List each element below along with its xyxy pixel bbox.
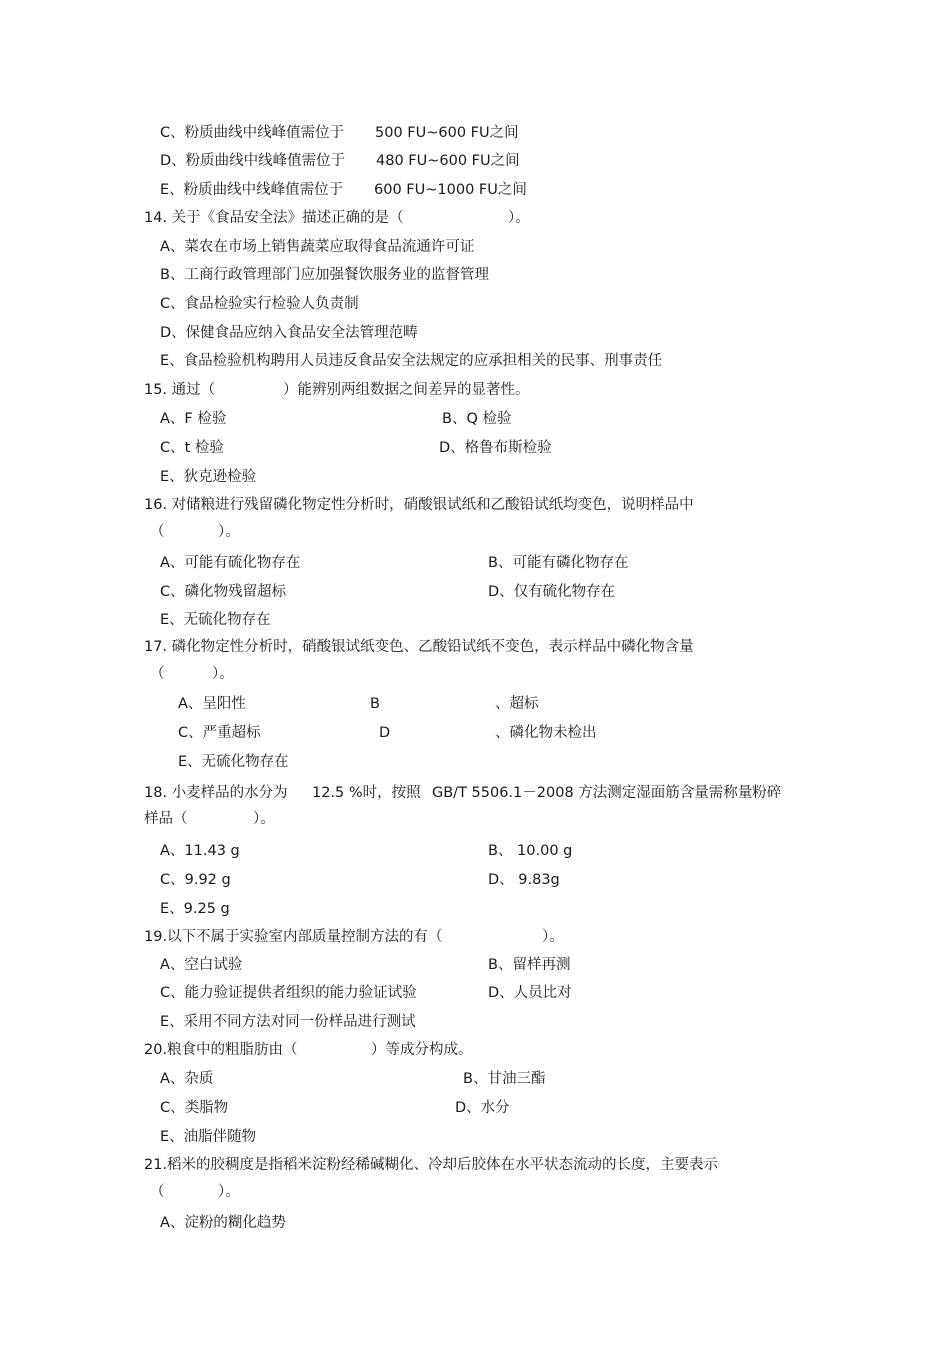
q21-stem-open-paren: （ — [150, 1184, 165, 1200]
q16-stem-open-paren: （ — [150, 524, 165, 540]
q19-option-a: A、空白试验 — [160, 957, 243, 973]
q18-option-e: E、9.25 g — [160, 901, 230, 917]
q14-stem-suffix: ）。 — [508, 210, 530, 226]
q18-stem-line2-close: ）。 — [253, 811, 275, 827]
q13-option-d-label: D、粉质曲线中线峰值需位于 — [160, 153, 346, 169]
q16-option-d: D、仅有硫化物存在 — [488, 584, 616, 600]
q17-option-d-letter: D — [379, 725, 391, 741]
q21-option-a: A、淀粉的糊化趋势 — [160, 1215, 286, 1231]
q13-option-e-label: E、粉质曲线中线峰值需位于 — [160, 182, 344, 198]
q21-stem-line1: 21.稻米的胶稠度是指稻米淀粉经稀碱糊化、冷却后胶体在水平状态流动的长度，主要表示 — [144, 1157, 719, 1173]
q18-option-a: A、11.43 g — [160, 843, 240, 859]
q16-option-e: E、无硫化物存在 — [160, 612, 271, 628]
q14-stem-prefix: 14. 关于《食品安全法》描述正确的是（ — [144, 210, 404, 226]
q20-stem-prefix: 20.粮食中的粗脂肪由（ — [144, 1042, 298, 1058]
q15-option-d: D、格鲁布斯检验 — [439, 440, 552, 456]
q19-option-c: C、能力验证提供者组织的能力验证试验 — [160, 985, 417, 1001]
q19-stem-suffix: ）。 — [542, 929, 564, 945]
q14-option-b: B、工商行政管理部门应加强餐饮服务业的监督管理 — [160, 267, 489, 283]
q18-stem-part1: 18. 小麦样品的水分为 — [144, 785, 288, 801]
q16-option-c: C、磷化物残留超标 — [160, 584, 287, 600]
q15-option-b: B、Q 检验 — [442, 411, 512, 427]
q18-option-d: D、 9.83g — [488, 872, 560, 888]
q13-option-c-label: C、粉质曲线中线峰值需位于 — [160, 125, 345, 141]
q15-option-e: E、狄克逊检验 — [160, 469, 257, 485]
q18-option-b: B、 10.00 g — [488, 843, 573, 859]
q20-stem-suffix: ）等成分构成。 — [371, 1042, 473, 1058]
q20-option-e: E、油脂伴随物 — [160, 1129, 257, 1145]
q15-stem-prefix: 15. 通过（ — [144, 382, 216, 398]
q13-option-d-value: 480 FU~600 FU之间 — [376, 153, 520, 169]
q17-option-c: C、严重超标 — [178, 725, 261, 741]
q14-option-d: D、保健食品应纳入食品安全法管理范畴 — [160, 325, 418, 341]
q13-option-e-value: 600 FU~1000 FU之间 — [374, 182, 527, 198]
q16-option-b: B、可能有磷化物存在 — [488, 555, 629, 571]
q17-option-b-text: 、超标 — [495, 696, 539, 712]
q20-option-d: D、水分 — [455, 1100, 510, 1116]
q15-option-c: C、t 检验 — [160, 440, 224, 456]
q16-stem-line1: 16. 对储粮进行残留磷化物定性分析时，硝酸银试纸和乙酸铅试纸均变色，说明样品中 — [144, 497, 694, 513]
q19-stem-prefix: 19.以下不属于实验室内部质量控制方法的有（ — [144, 929, 443, 945]
q21-stem-close-paren: ）。 — [218, 1184, 240, 1200]
q17-option-b-letter: B — [370, 696, 380, 712]
q15-stem-suffix: ）能辨别两组数据之间差异的显著性。 — [283, 382, 530, 398]
q18-stem-line2-open: 样品（ — [144, 811, 188, 827]
q17-stem-open-paren: （ — [150, 666, 165, 682]
q14-option-c: C、食品检验实行检验人负责制 — [160, 296, 359, 312]
q17-stem-close-paren: ）。 — [212, 666, 234, 682]
q20-option-c: C、类脂物 — [160, 1100, 229, 1116]
q20-option-a: A、杂质 — [160, 1071, 214, 1087]
q17-stem-line1: 17. 磷化物定性分析时，硝酸银试纸变色、乙酸铅试纸不变色，表示样品中磷化物含量 — [144, 639, 694, 655]
q18-option-c: C、9.92 g — [160, 872, 231, 888]
q19-option-d: D、人员比对 — [488, 985, 572, 1001]
q17-option-a: A、呈阳性 — [178, 696, 246, 712]
q14-option-a: A、菜农在市场上销售蔬菜应取得食品流通许可证 — [160, 239, 475, 255]
q14-option-e: E、食品检验机构聘用人员违反食品安全法规定的应承担相关的民事、刑事责任 — [160, 353, 663, 369]
q13-option-c-value: 500 FU~600 FU之间 — [375, 125, 519, 141]
q16-stem-close-paren: ）。 — [218, 524, 240, 540]
q16-option-a: A、可能有硫化物存在 — [160, 555, 301, 571]
q19-option-b: B、留样再测 — [488, 957, 571, 973]
q15-option-a: A、F 检验 — [160, 411, 227, 427]
q20-option-b: B、甘油三酯 — [463, 1071, 546, 1087]
q19-option-e: E、采用不同方法对同一份样品进行测试 — [160, 1014, 416, 1030]
q17-option-e: E、无硫化物存在 — [178, 754, 289, 770]
q17-option-d-text: 、磷化物未检出 — [495, 725, 597, 741]
q18-stem-part2: 12.5 %时，按照 — [312, 785, 421, 801]
q18-stem-part3: GB/T 5506.1－2008 方法测定湿面筋含量需称量粉碎 — [432, 785, 782, 801]
